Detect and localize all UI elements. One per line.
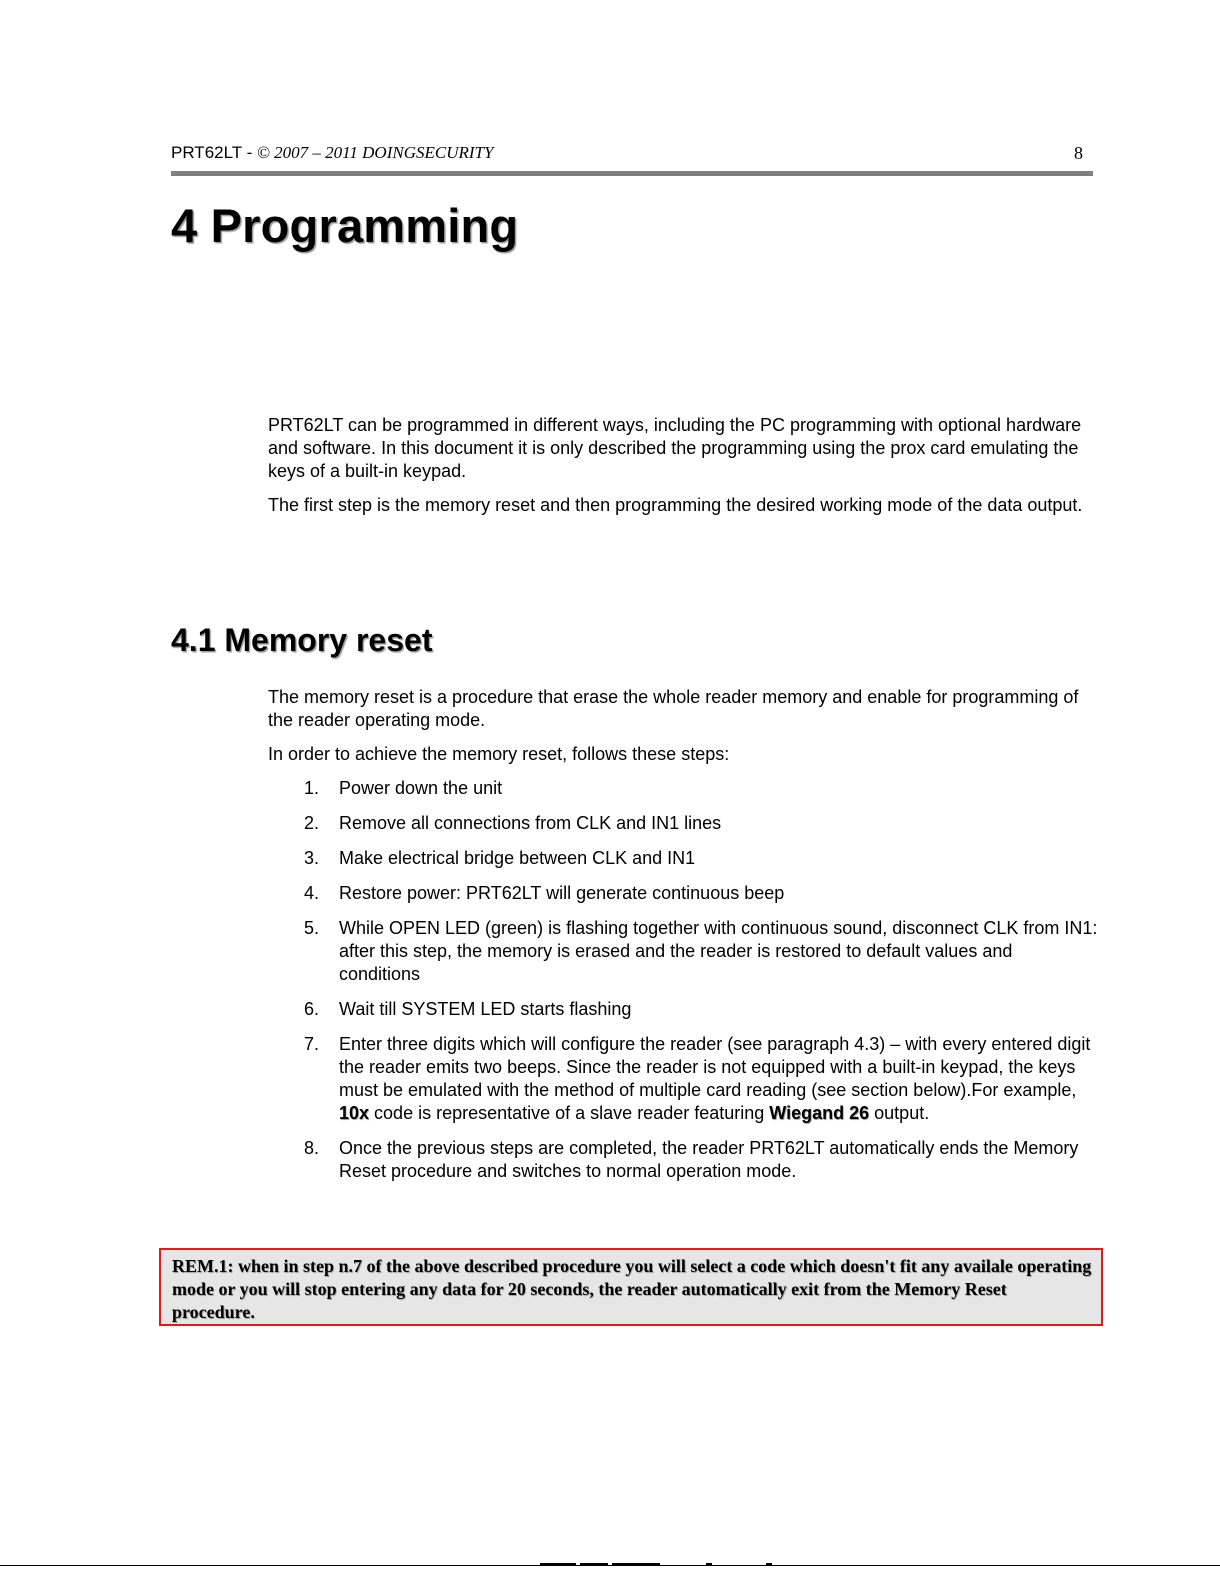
intro-paragraph-1: PRT62LT can be programmed in different ways, including the PC programming with optional hardware and software. In this document it is only described the programming using the prox card emulating the keys of a built-in keypad.: [268, 415, 1082, 481]
list-item: [304, 1033, 1098, 1125]
step-number: 7.: [304, 1034, 320, 1054]
step-number: 3.: [304, 848, 320, 868]
header-title: [171, 143, 493, 163]
list-item: [304, 812, 1098, 835]
step-text: Once the previous steps are completed, the reader PRT62LT automatically ends the Memory Reset procedure and switches to normal operation mode.: [339, 1138, 1079, 1181]
step-text: Enter three digits which will configure the reader (see paragraph 4.3) – with every entered digit the reader emits two beeps. Since the reader is not equipped with a built-in keypad, the keys must be emulated with the method of multiple card reading (see section below).For example,: [339, 1034, 1091, 1100]
intro-text: [268, 414, 1090, 528]
step-text: Restore power: PRT62LT will generate continuous beep: [339, 883, 785, 903]
list-item: [304, 882, 1098, 905]
page-header: [171, 143, 1092, 167]
header-rule: [171, 171, 1093, 176]
remark-text: REM.1: when in step n.7 of the above described procedure you will select a code which doesn't fit any availale operating mode or you will stop entering any data for 20 seconds, the reader automatically exit from the Memory Reset procedure.: [172, 1256, 1092, 1322]
section-paragraph-1: The memory reset is a procedure that erase the whole reader memory and enable for programming of the reader operating mode.: [268, 687, 1079, 730]
step-number: 8.: [304, 1138, 320, 1158]
list-item: [304, 847, 1098, 870]
step-number: 5.: [304, 918, 320, 938]
page-number: 8: [1074, 143, 1083, 163]
step-text: output.: [869, 1103, 930, 1123]
section-paragraph-2: In order to achieve the memory reset, follows these steps:: [268, 744, 730, 764]
step-text: Make electrical bridge between CLK and IN1: [339, 848, 696, 868]
step-text: Wait till SYSTEM LED starts flashing: [339, 999, 632, 1019]
step-text: Remove all connections from CLK and IN1 lines: [339, 813, 722, 833]
list-item: [304, 1137, 1098, 1183]
intro-paragraph-2: The first step is the memory reset and then programming the desired working mode of the data output.: [268, 495, 1083, 515]
memory-reset-section: [268, 686, 1098, 1195]
step-text: code is representative of a slave reader featuring: [369, 1103, 770, 1123]
header-product: PRT62LT -: [171, 143, 257, 162]
step-number: 6.: [304, 999, 320, 1019]
list-item: [304, 998, 1098, 1021]
step-text: Power down the unit: [339, 778, 503, 798]
steps-list: [268, 777, 1098, 1183]
section-title: 4.1 Memory reset: [171, 622, 433, 658]
code-keyword: 10x: [339, 1103, 370, 1123]
step-number: 2.: [304, 813, 320, 833]
format-keyword: Wiegand 26: [769, 1103, 870, 1123]
remark-box: [159, 1248, 1103, 1326]
chapter-title: 4 Programming: [171, 199, 519, 252]
header-copyright: © 2007 – 2011 DOINGSECURITY: [256, 143, 494, 162]
footer-marks: [540, 1563, 780, 1566]
list-item: [304, 777, 1098, 800]
step-number: 4.: [304, 883, 320, 903]
step-text: While OPEN LED (green) is flashing together with continuous sound, disconnect CLK from IN1: after this step, the memory is erased and the reader is restored to default values and conditions: [339, 918, 1098, 984]
step-number: 1.: [304, 778, 320, 798]
list-item: [304, 917, 1098, 986]
